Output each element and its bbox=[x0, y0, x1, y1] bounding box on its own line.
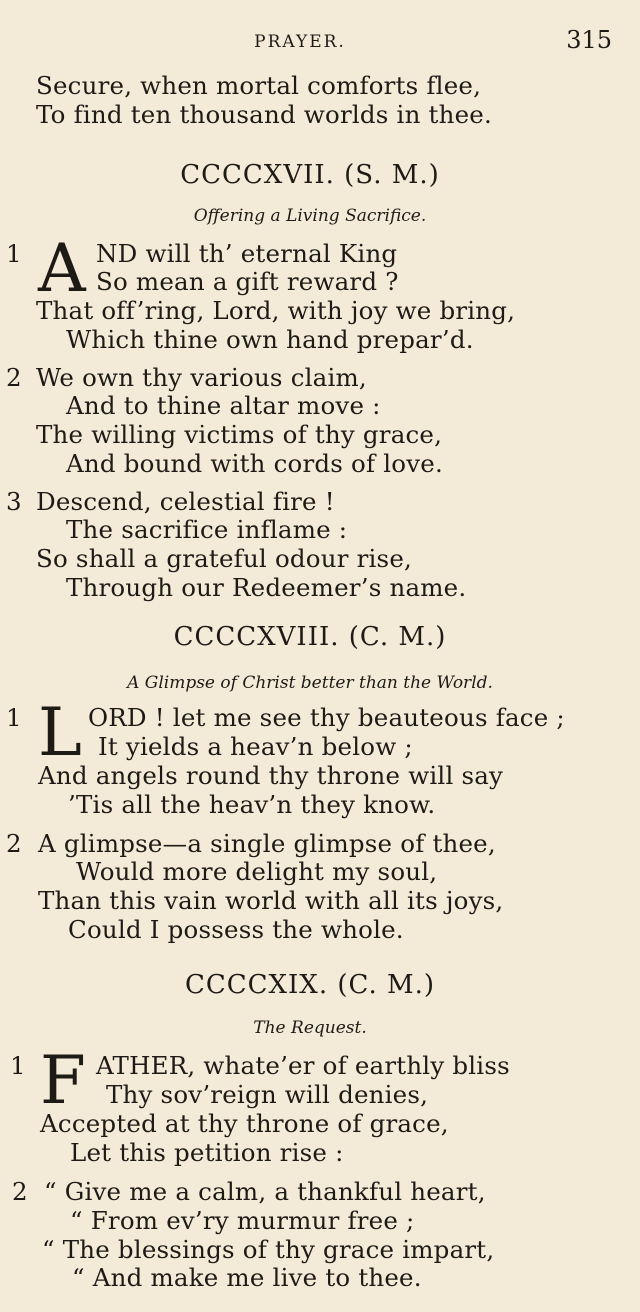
verse-line: That off’ring, Lord, with joy we bring, bbox=[36, 296, 516, 325]
verse-line: It yields a heav’n below ; bbox=[98, 732, 413, 761]
verse-line: A glimpse—a single glimpse of thee, bbox=[38, 829, 496, 858]
verse-line: So mean a gift reward ? bbox=[96, 267, 399, 296]
verse-line: Through our Redeemer’s name. bbox=[66, 573, 467, 602]
verse-line: “ The blessings of thy grace impart, bbox=[42, 1235, 495, 1264]
verse-line: ND will th’ eternal King bbox=[96, 239, 398, 268]
hymn-subtitle: The Request. bbox=[253, 1018, 367, 1038]
verse-line: Which thine own hand prepar’d. bbox=[66, 325, 474, 354]
stanza-number: 2 bbox=[6, 363, 22, 392]
drop-cap: F bbox=[40, 1042, 86, 1119]
hymn-number: CCCCXVIII. (C. M.) bbox=[173, 622, 447, 652]
hymn-subtitle: Offering a Living Sacrifice. bbox=[193, 206, 427, 226]
verse-line: Descend, celestial fire ! bbox=[36, 487, 335, 516]
verse-line: The willing victims of thy grace, bbox=[36, 420, 443, 449]
drop-cap: L bbox=[38, 694, 82, 771]
running-head bbox=[0, 26, 640, 56]
running-title: PRAYER. bbox=[254, 32, 346, 52]
hymn-number: CCCCXIX. (C. M.) bbox=[184, 970, 436, 1000]
verse-line: To find ten thousand worlds in thee. bbox=[36, 100, 492, 129]
stanza-number: 2 bbox=[12, 1177, 28, 1206]
drop-cap: A bbox=[38, 230, 86, 307]
stanza-number: 2 bbox=[6, 829, 22, 858]
verse-line: Accepted at thy throne of grace, bbox=[40, 1109, 449, 1138]
verse-line: And bound with cords of love. bbox=[66, 449, 443, 478]
verse-line: Would more delight my soul, bbox=[76, 857, 438, 886]
hymn-number: CCCCXVII. (S. M.) bbox=[180, 160, 440, 190]
verse-line: And to thine altar move : bbox=[66, 391, 381, 420]
stanza-number: 1 bbox=[6, 239, 22, 268]
stanza-number: 1 bbox=[10, 1051, 26, 1080]
verse-line: Than this vain world with all its joys, bbox=[38, 886, 504, 915]
verse-line: Thy sov’reign will denies, bbox=[106, 1080, 429, 1109]
page-number: 315 bbox=[566, 26, 612, 54]
verse-line: And angels round thy throne will say bbox=[38, 761, 504, 790]
verse-line: “ From ev’ry murmur free ; bbox=[70, 1206, 415, 1235]
verse-line: So shall a grateful odour rise, bbox=[36, 544, 413, 573]
verse-line: “ Give me a calm, a thankful heart, bbox=[44, 1177, 486, 1206]
verse-line: Let this petition rise : bbox=[70, 1138, 344, 1167]
verse-line: “ And make me live to thee. bbox=[72, 1263, 422, 1292]
verse-line: Secure, when mortal comforts flee, bbox=[36, 71, 482, 100]
hymn-subtitle: A Glimpse of Christ better than the World. bbox=[127, 673, 493, 693]
stanza-number: 1 bbox=[6, 703, 22, 732]
verse-line: ’Tis all the heav’n they know. bbox=[68, 790, 436, 819]
verse-line: ATHER, whate’er of earthly bliss bbox=[96, 1051, 510, 1080]
verse-line: The sacrifice inflame : bbox=[66, 515, 348, 544]
verse-line: ORD ! let me see thy beauteous face ; bbox=[88, 703, 565, 732]
verse-line: We own thy various claim, bbox=[36, 363, 367, 392]
verse-line: Could I possess the whole. bbox=[68, 915, 404, 944]
stanza-number: 3 bbox=[6, 487, 22, 516]
